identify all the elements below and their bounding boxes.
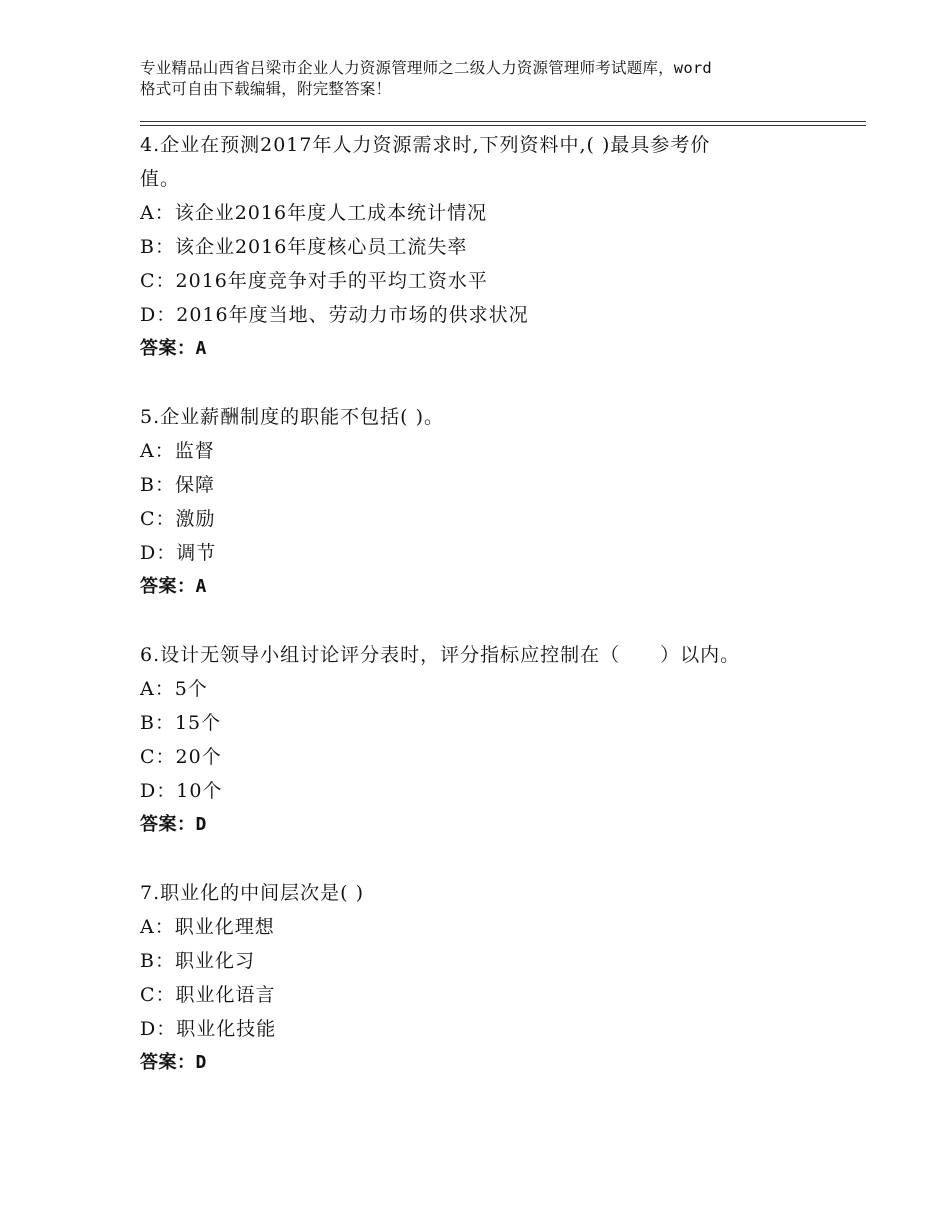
question-stem-line-1: 5.企业薪酬制度的职能不包括( )。 (140, 406, 444, 428)
question-list (140, 128, 850, 1080)
option-a: A：职业化理想 (140, 916, 275, 938)
option-a: A：监督 (140, 440, 215, 462)
option-b: B：该企业2016年度核心员工流失率 (140, 236, 468, 258)
option-b: B：保障 (140, 474, 215, 496)
option-b: B：15个 (140, 712, 222, 734)
header-line-1: 专业精品山西省吕梁市企业人力资源管理师之二级人力资源管理师考试题库，word (140, 59, 712, 77)
header-divider-top (140, 121, 866, 122)
question-stem (140, 876, 780, 910)
question-spacer (140, 604, 850, 638)
header-line-2: 格式可自由下载编辑，附完整答案！ (140, 80, 392, 98)
question-stem-line-2: 值。 (140, 168, 181, 190)
question-spacer (140, 366, 850, 400)
question-spacer (140, 842, 850, 876)
answer-label: 答案：A (140, 576, 207, 597)
question-stem-line-1: 7.职业化的中间层次是( ) (140, 882, 364, 904)
answer-label: 答案：D (140, 1052, 207, 1073)
option-c: C：2016年度竞争对手的平均工资水平 (140, 270, 488, 292)
option-c: C：激励 (140, 508, 216, 530)
option-a: A：5个 (140, 678, 208, 700)
option-b: B：职业化习 (140, 950, 255, 972)
option-d: D：2016年度当地、劳动力市场的供求状况 (140, 304, 529, 326)
question-4 (140, 128, 850, 366)
answer-label: 答案：D (140, 814, 207, 835)
option-a: A：该企业2016年度人工成本统计情况 (140, 202, 488, 224)
question-stem-line-1: 4.企业在预测2017年人力资源需求时,下列资料中,( )最具参考价 (140, 134, 711, 156)
question-stem (140, 128, 780, 196)
question-6 (140, 638, 850, 842)
option-d: D：10个 (140, 780, 223, 802)
question-5 (140, 400, 850, 604)
document-header (140, 58, 840, 100)
question-7 (140, 876, 850, 1080)
question-stem-line-1: 6.设计无领导小组讨论评分表时，评分指标应控制在（ ）以内。 (140, 644, 741, 666)
question-stem (140, 400, 780, 434)
header-divider-bottom (140, 125, 866, 126)
answer-label: 答案：A (140, 338, 207, 359)
option-d: D：职业化技能 (140, 1018, 277, 1040)
option-c: C：职业化语言 (140, 984, 276, 1006)
question-stem (140, 638, 840, 672)
option-d: D：调节 (140, 542, 217, 564)
option-c: C：20个 (140, 746, 222, 768)
